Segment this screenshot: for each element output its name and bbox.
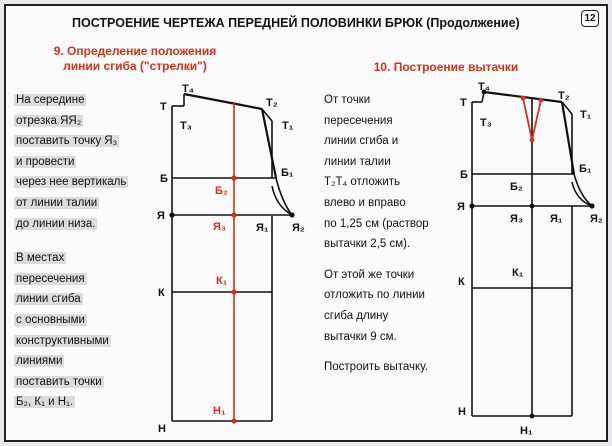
diagram1-label-t1: Т₁ xyxy=(282,120,294,132)
diagram2-label-t2: Т₂ xyxy=(558,90,570,102)
diagram2-dart-left-leg xyxy=(523,98,532,140)
text-line: В местах xyxy=(16,252,65,265)
diagram1-point-ya3 xyxy=(231,212,236,217)
section9-heading-line2: линии сгиба ("стрелки") xyxy=(63,59,207,73)
text-line: Б₂, К₁ и Н₁. xyxy=(16,396,74,409)
text-line: От точки xyxy=(324,94,371,106)
diagram1-label-ya2: Я₂ xyxy=(292,222,305,234)
section10-heading: 10. Построение вытачки xyxy=(373,60,519,74)
diagram1-point-ya xyxy=(169,212,174,217)
section9-heading-line1: 9. Определение положения xyxy=(53,44,217,58)
diagram1-waist-line xyxy=(184,94,262,109)
text-line: отрезка ЯЯ₂ xyxy=(16,114,82,127)
diagram1-label-t: Т xyxy=(160,101,167,113)
text-line: поставить точки xyxy=(16,375,102,388)
text-line: через нее вертикаль xyxy=(16,176,127,189)
text-line: поставить точку Я₃ xyxy=(16,135,118,148)
diagram2-label-k: К xyxy=(458,276,465,288)
text-line: От этой же точки xyxy=(324,268,415,281)
diagram2-label-b2: Б₂ xyxy=(510,181,523,193)
diagram2-label-t1: Т₁ xyxy=(580,109,592,121)
text-line: от линии талии xyxy=(16,196,98,209)
text-line: линии сгиба xyxy=(16,293,81,306)
text-line: линии сгиба и xyxy=(324,135,399,148)
diagram2-point-dart-tip xyxy=(530,138,535,143)
text-line: с основными xyxy=(16,313,85,326)
diagram1-label-n1: Н₁ xyxy=(213,405,226,417)
diagram1-label-ya1: Я₁ xyxy=(256,222,269,234)
diagram2-label-b1: Б₁ xyxy=(579,163,592,175)
diagram2-label-ya3: Я₃ xyxy=(510,213,523,225)
diagram2-label-t4: Т₄ xyxy=(478,81,490,93)
diagram2-label-ya: Я xyxy=(457,201,465,213)
diagram1-label-ya3: Я₃ xyxy=(213,221,226,233)
diagram2-label-k1: К₁ xyxy=(512,267,524,279)
diagram1-label-ya: Я xyxy=(157,210,165,222)
text-line: Построить вытачку. xyxy=(324,361,428,374)
diagram2-point-ya3 xyxy=(530,204,535,209)
text-line: На середине xyxy=(16,94,85,106)
diagram2-label-ya2: Я₂ xyxy=(590,213,603,225)
diagrams xyxy=(6,6,608,442)
diagram1-side-seam xyxy=(262,109,276,178)
diagram2-point-n1 xyxy=(530,414,535,419)
diagram1-label-k: К xyxy=(158,287,165,299)
diagram2-label-ya1: Я₁ xyxy=(550,213,563,225)
diagram1-label-b: Б xyxy=(160,173,168,185)
diagram2-dart-right-leg xyxy=(532,100,541,140)
text-line: линии талии xyxy=(324,155,391,168)
page xyxy=(4,4,608,442)
page-title: ПОСТРОЕНИЕ ЧЕРТЕЖА ПЕРЕДНЕЙ ПОЛОВИНКИ БРЮК (Продолжение) xyxy=(72,16,520,30)
diagram1-point-k1 xyxy=(231,289,236,294)
diagram1-label-b1: Б₁ xyxy=(281,167,294,179)
text-line: пересечения xyxy=(16,272,85,285)
diagram2-label-b: Б xyxy=(460,169,468,181)
diagram2-label-t3: Т₃ xyxy=(480,117,492,129)
text-line: отложить по линии xyxy=(324,289,425,302)
diagram1-label-b2: Б₂ xyxy=(215,185,228,197)
text-line: вытачки 2,5 см). xyxy=(324,238,411,251)
diagram2-label-n: Н xyxy=(458,406,466,418)
text-line: конструктивными xyxy=(16,334,109,347)
diagram1-label-t4: Т₄ xyxy=(182,83,194,95)
diagram2-label-n1: Н₁ xyxy=(520,425,533,437)
diagram2-point-ya xyxy=(469,203,474,208)
text-line: сгиба длину xyxy=(324,309,389,322)
diagram1-point-n1 xyxy=(231,418,236,423)
diagram2-point-dart-right xyxy=(539,98,544,103)
diagram1-label-t3: Т₃ xyxy=(180,120,192,132)
diagram1-label-t2: Т₂ xyxy=(266,97,278,109)
diagram1-label-n: Н xyxy=(158,423,166,435)
diagram2-point-dart-left xyxy=(521,96,526,101)
diagram1-point-b2 xyxy=(231,175,236,180)
text-line: до линии низа. xyxy=(16,217,96,230)
text-line: влево и вправо xyxy=(324,196,406,209)
diagram2 xyxy=(457,81,603,437)
diagram1-point-ya2 xyxy=(289,212,294,217)
diagram1 xyxy=(157,83,305,435)
diagram1-label-k1: К₁ xyxy=(216,275,228,287)
text-line: и провести xyxy=(16,155,75,168)
text-line: линиями xyxy=(16,355,63,368)
text-line: по 1,25 см (раствор xyxy=(324,217,429,230)
text-line: Т₂Т₄ отложить xyxy=(324,176,401,189)
page-number: 12 xyxy=(581,10,599,27)
diagram2-point-ya2 xyxy=(589,203,594,208)
text-line: пересечения xyxy=(324,114,393,127)
diagram2-label-t: Т xyxy=(460,97,467,109)
text-line: вытачки 9 см. xyxy=(324,330,397,343)
